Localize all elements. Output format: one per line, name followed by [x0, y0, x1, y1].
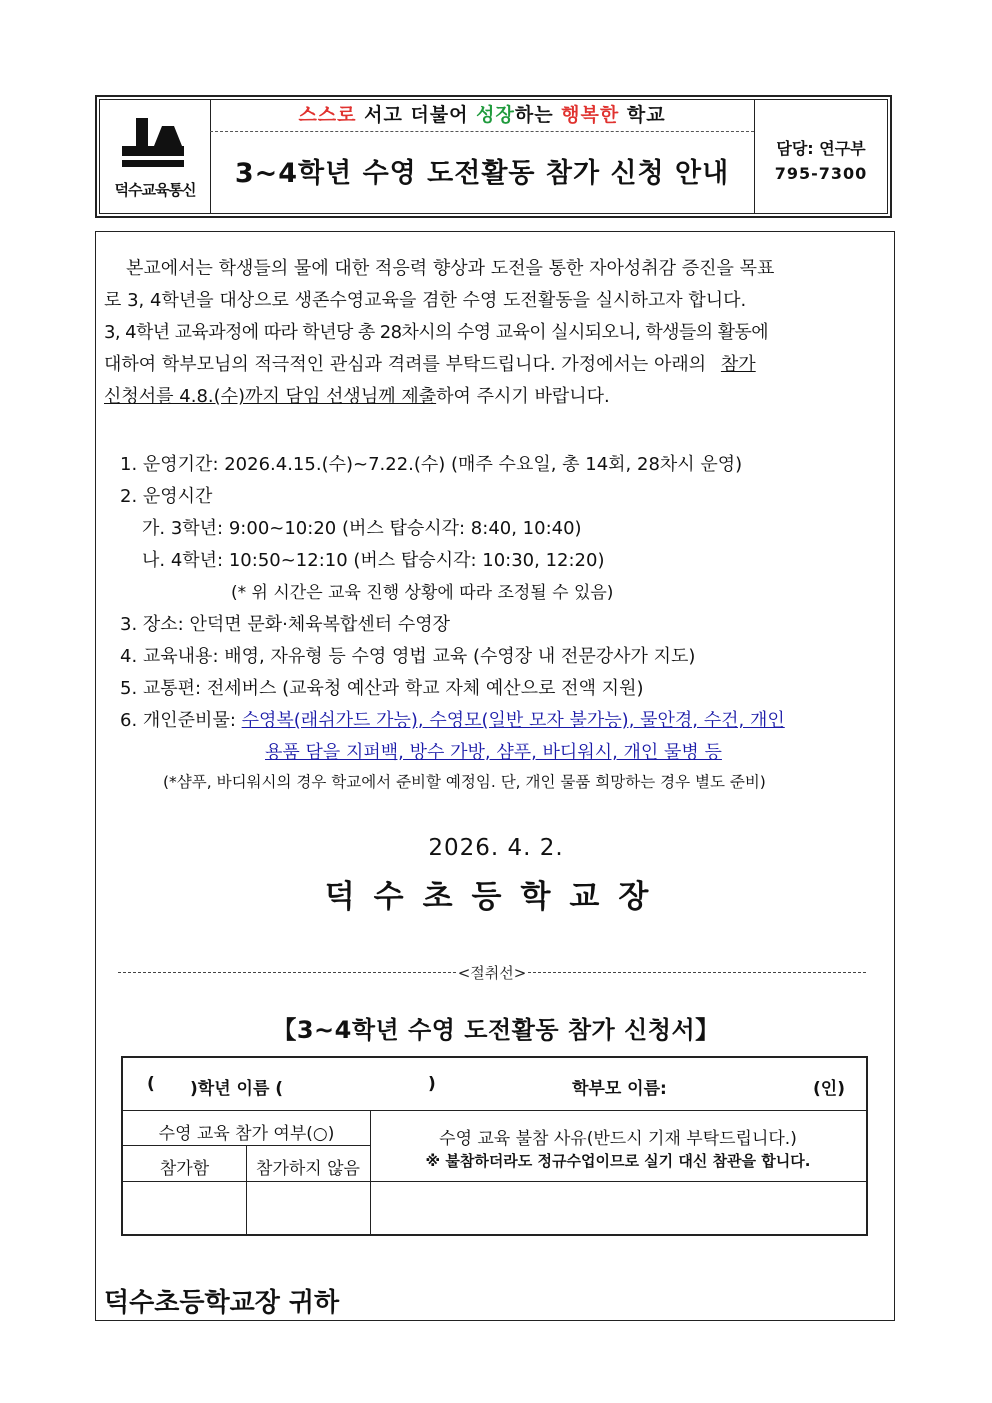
closing-regards: 덕수초등학교장 귀하: [104, 1288, 340, 1318]
intro-line: [104, 381, 610, 413]
form-title: 【3~4학년 수영 도전활동 참가 신청서】: [272, 1016, 720, 1044]
item-time-grade3: 가. 3학년: 9:00~10:20 (버스 탑승시각: 8:40, 10:40): [142, 518, 582, 539]
item-supplies: [120, 706, 785, 732]
logo-caption: 덕수교육통신: [114, 181, 196, 199]
intro-emphasis: 참가: [720, 354, 756, 375]
contact-phone: 795-7300: [774, 164, 868, 183]
page-title: 3~4학년 수영 도전활동 참가 신청 안내: [234, 158, 730, 189]
attend-checkbox-cell[interactable]: [123, 1182, 246, 1234]
contact-info: [754, 100, 887, 213]
seal-mark: (인): [813, 1079, 845, 1099]
absence-reason-header: 수영 교육 불참 사유(반드시 기재 부탁드립니다.): [439, 1129, 797, 1149]
newsletter-header: [95, 95, 892, 218]
item-content: 4. 교육내용: 배영, 자유형 등 수영 영법 교육 (수영장 내 전문강사가 지도): [120, 646, 696, 667]
supplies-list: 수영복(래쉬가드 가능), 수영모(일반 모자 불가능), 물안경, 수건, 개인: [241, 710, 785, 731]
issue-date: 2026. 4. 2.: [428, 835, 564, 861]
name-paren-close: ): [428, 1074, 436, 1094]
motto-part: 스스로: [298, 104, 357, 126]
supplies-note: (*샴푸, 바디워시의 경우 학교에서 준비할 예정임. 단, 개인 물품 희망하는 경우 별도 준비): [163, 773, 766, 791]
motto-part: 성장: [476, 104, 515, 126]
cut-line-dash: [118, 972, 456, 973]
logo-cell: [100, 100, 211, 213]
absence-reason-field[interactable]: [371, 1182, 866, 1234]
intro-emphasis: 신청서를 4.8.(수)까지 담임 선생님께 제출: [104, 386, 437, 407]
supplies-list-continued: 용품 담을 지퍼백, 방수 가방, 샴푸, 바디워시, 개인 물병 등: [265, 742, 722, 763]
motto-part: 서고 더불어: [356, 104, 477, 126]
intro-line: 로 3, 4학년을 대상으로 생존수영교육을 겸한 수영 도전활동을 실시하고자 합니다.: [104, 290, 747, 311]
not-attend-column-header: 참가하지 않음: [256, 1159, 360, 1179]
contact-department: 담당: 연구부: [776, 139, 866, 158]
item-time-grade4: 나. 4학년: 10:50~12:10 (버스 탑승시각: 10:30, 12:20): [142, 550, 605, 571]
cut-line-dash: [528, 972, 866, 973]
school-logo-icon: [118, 114, 188, 172]
item-time-note: (* 위 시간은 교육 진행 상황에 따라 조정될 수 있음): [231, 583, 614, 603]
item-period: 1. 운영기간: 2026.4.15.(수)~7.22.(수) (매주 수요일, 총 14회, 28차시 운영): [120, 454, 743, 475]
signer: 덕수초등학교장: [324, 879, 668, 915]
application-form-table: [121, 1056, 868, 1236]
intro-line: [104, 349, 756, 381]
intro-text: 하여 주시기 바랍니다.: [436, 386, 610, 407]
school-motto: [210, 100, 754, 132]
cut-line-label: <절취선>: [457, 964, 527, 982]
parent-name-label: 학부모 이름:: [572, 1079, 667, 1099]
item-place: 3. 장소: 안덕면 문화·체육복합센터 수영장: [120, 614, 451, 635]
header-inner-frame: [99, 99, 888, 214]
table-rule: [123, 1110, 866, 1111]
item-time: 2. 운영시간: [120, 486, 213, 507]
cut-line: [118, 962, 866, 983]
intro-text: 대하여 학부모님의 적극적인 관심과 격려를 부탁드립니다. 가정에서는 아래의: [104, 354, 712, 375]
not-attend-checkbox-cell[interactable]: [247, 1182, 370, 1234]
grade-name-label: )학년 이름 (: [190, 1079, 284, 1099]
motto-part: 학교: [619, 104, 666, 126]
participation-header: 수영 교육 참가 여부(○): [158, 1124, 335, 1144]
intro-line: 본교에서는 학생들의 물에 대한 적응력 향상과 도전을 통한 자아성취감 증진을 목표: [126, 258, 775, 279]
grade-paren-open: (: [147, 1074, 155, 1094]
motto-part: 행복한: [561, 104, 620, 126]
item-transport: 5. 교통편: 전세버스 (교육청 예산과 학교 자체 예산으로 전액 지원): [120, 678, 644, 699]
attend-column-header: 참가함: [159, 1159, 210, 1179]
supplies-label: 6. 개인준비물:: [120, 710, 242, 731]
intro-line: 3, 4학년 교육과정에 따라 학년당 총 28차시의 수영 교육이 실시되오니, 학생들의 활동에: [104, 322, 768, 343]
absence-reason-note: ※ 불참하더라도 정규수업이므로 실기 대신 참관을 합니다.: [425, 1152, 811, 1170]
motto-part: 하는: [514, 104, 562, 126]
